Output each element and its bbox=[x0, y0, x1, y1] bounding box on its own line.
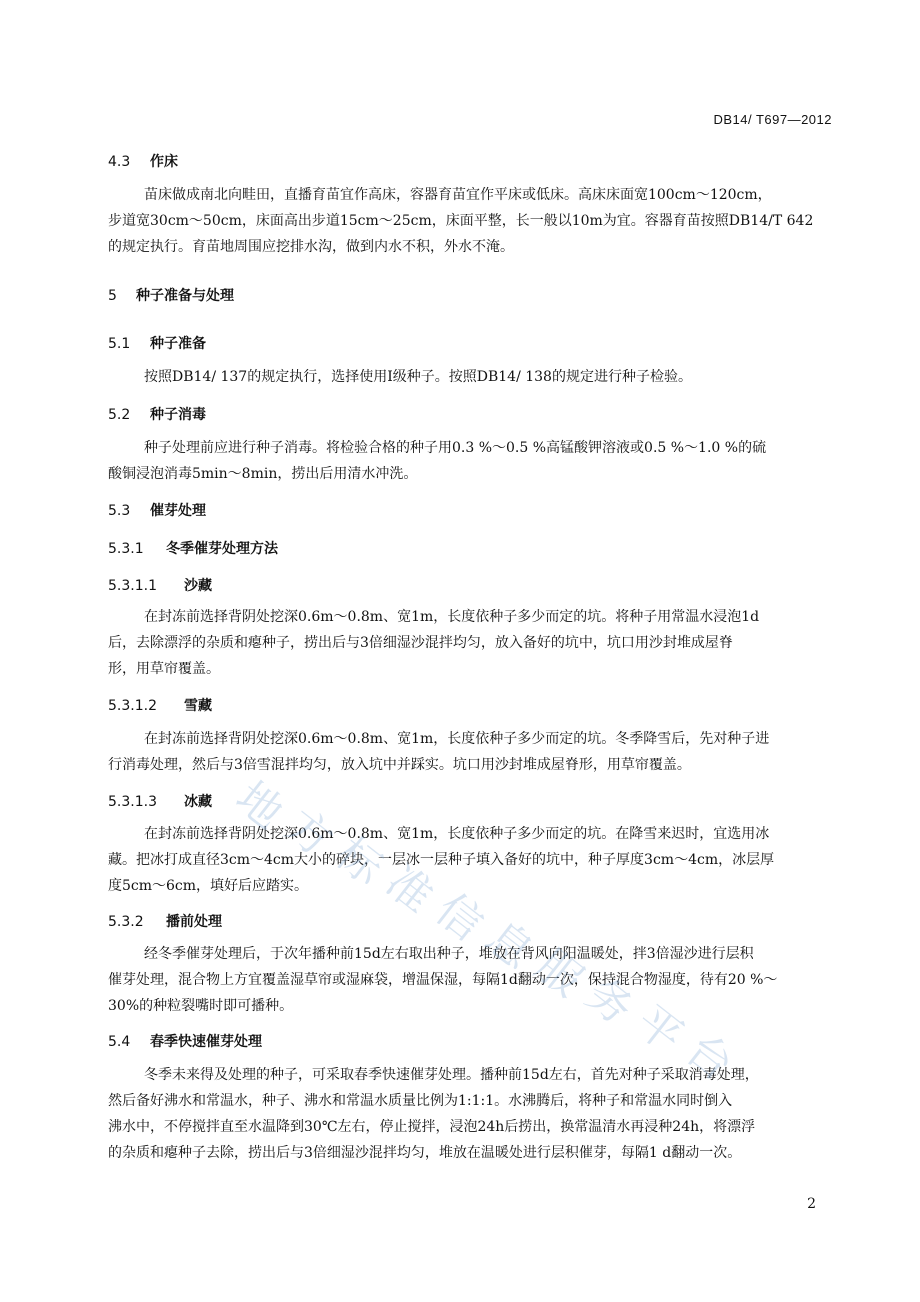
text-line: 在封冻前选择背阴处挖深0.6m～0.8m、宽1m，长度依种子多少而定的坑。将种子用常温水浸泡1d bbox=[144, 609, 760, 625]
text-line: 种子处理前应进行种子消毒。将检验合格的种子用0.3 %～0.5 %高锰酸钾溶液或0.5 %～1.0 %的硫 bbox=[144, 440, 767, 456]
paragraph-5-4 bbox=[108, 1062, 830, 1166]
text-line: 30%的种粒裂嘴时即可播种。 bbox=[108, 998, 294, 1014]
section-number: 5.3.2 bbox=[108, 914, 144, 930]
section-number: 5.4 bbox=[108, 1034, 131, 1050]
watermark-char: 务 bbox=[576, 967, 643, 1036]
text-line: 在封冻前选择背阴处挖深0.6m～0.8m、宽1m，长度依种子多少而定的坑。在降雪来迟时，宜选用冰 bbox=[144, 826, 770, 842]
watermark-char: 信 bbox=[426, 883, 493, 952]
watermark-char: 标 bbox=[326, 827, 393, 896]
section-number: 5 bbox=[108, 288, 117, 304]
text-line: 在封冻前选择背阴处挖深0.6m～0.8m、宽1m，长度依种子多少而定的坑。冬季降雪后，先对种子进 bbox=[144, 731, 770, 747]
section-heading-5-3-1-1 bbox=[108, 575, 212, 595]
watermark bbox=[226, 770, 760, 1092]
paragraph-5-1 bbox=[108, 364, 830, 390]
watermark-char: 地 bbox=[226, 771, 293, 840]
section-heading-5-1 bbox=[108, 333, 206, 353]
text-line: 度5cm～6cm，填好后应踏实。 bbox=[108, 878, 309, 894]
text-line: 的规定执行。育苗地周围应挖排水沟，做到内水不积，外水不淹。 bbox=[108, 239, 514, 255]
section-heading-5-4 bbox=[108, 1031, 262, 1051]
section-number: 5.3 bbox=[108, 503, 131, 519]
section-number: 5.3.1.3 bbox=[108, 794, 157, 810]
paragraph-5-2 bbox=[108, 435, 830, 487]
text-line: 经冬季催芽处理后，于次年播种前15d左右取出种子，堆放在背风向阳温暖处，拌3倍湿沙进行层积 bbox=[144, 946, 754, 962]
text-line: 然后备好沸水和常温水，种子、沸水和常温水质量比例为1:1:1。水沸腾后，将种子和常温水同时倒入 bbox=[108, 1093, 733, 1109]
paragraph-5-3-1-2 bbox=[108, 726, 830, 778]
page-number: 2 bbox=[807, 1196, 816, 1212]
section-title: 冬季催芽处理方法 bbox=[166, 541, 278, 557]
section-heading-4-3 bbox=[108, 151, 178, 171]
watermark-char: 方 bbox=[276, 799, 343, 868]
watermark-char: 服 bbox=[526, 939, 593, 1008]
text-line: 步道宽30cm～50cm，床面高出步道15cm～25cm，床面平整，长一般以10m为宜。容器育苗按照DB14/T 642 bbox=[108, 213, 814, 229]
section-title: 播前处理 bbox=[166, 914, 222, 930]
paragraph-5-3-1-3 bbox=[108, 821, 830, 899]
section-title: 冰藏 bbox=[184, 794, 212, 810]
text-line: 催芽处理，混合物上方宜覆盖湿草帘或湿麻袋，增温保湿，每隔1d翻动一次，保持混合物湿度，待有20 %～ bbox=[108, 972, 778, 988]
watermark-char: 准 bbox=[376, 855, 443, 924]
text-line: 行消毒处理，然后与3倍雪混拌均匀，放入坑中并踩实。坑口用沙封堆成屋脊形，用草帘覆盖。 bbox=[108, 757, 691, 773]
section-title: 种子消毒 bbox=[150, 407, 206, 423]
section-title: 沙藏 bbox=[184, 578, 212, 594]
section-number: 5.1 bbox=[108, 336, 131, 352]
section-title: 春季快速催芽处理 bbox=[150, 1034, 262, 1050]
text-line: 藏。把冰打成直径3cm～4cm大小的碎块，一层冰一层种子填入备好的坑中，种子厚度3cm～4cm，冰层厚 bbox=[108, 852, 775, 868]
text-line: 苗床做成南北向畦田，直播育苗宜作高床，容器育苗宜作平床或低床。高床床面宽100cm～120cm， bbox=[144, 187, 772, 203]
section-number: 4.3 bbox=[108, 154, 131, 170]
paragraph-4-3 bbox=[108, 182, 830, 260]
section-title: 种子准备与处理 bbox=[136, 288, 234, 304]
text-line: 酸铜浸泡消毒5min～8min，捞出后用清水冲洗。 bbox=[108, 466, 418, 482]
section-title: 种子准备 bbox=[150, 336, 206, 352]
watermark-char: 平 bbox=[626, 995, 693, 1064]
text-line: 的杂质和瘪种子去除，捞出后与3倍细湿沙混拌均匀，堆放在温暖处进行层积催芽，每隔1 d翻动一次。 bbox=[108, 1145, 742, 1161]
text-line: 后，去除漂浮的杂质和瘪种子，捞出后与3倍细湿沙混拌均匀，放入备好的坑中，坑口用沙封堆成屋脊 bbox=[108, 635, 733, 651]
section-number: 5.3.1 bbox=[108, 541, 144, 557]
section-heading-5-2 bbox=[108, 404, 206, 424]
section-heading-5-3-1 bbox=[108, 538, 278, 558]
section-heading-5-3-1-2 bbox=[108, 695, 212, 715]
section-heading-5-3-2 bbox=[108, 911, 222, 931]
section-number: 5.3.1.1 bbox=[108, 578, 157, 594]
section-number: 5.2 bbox=[108, 407, 131, 423]
section-title: 雪藏 bbox=[184, 698, 212, 714]
section-number: 5.3.1.2 bbox=[108, 698, 157, 714]
paragraph-5-3-2 bbox=[108, 941, 830, 1019]
text-line: 冬季未来得及处理的种子，可采取春季快速催芽处理。播种前15d左右，首先对种子采取消毒处理， bbox=[144, 1067, 759, 1083]
paragraph-5-3-1-1 bbox=[108, 604, 830, 682]
section-heading-5 bbox=[108, 285, 234, 305]
text-line: 形，用草帘覆盖。 bbox=[108, 661, 220, 677]
text-line: 沸水中，不停搅拌直至水温降到30℃左右，停止搅拌，浸泡24h后捞出，换常温清水再浸种24h，将漂浮 bbox=[108, 1119, 756, 1135]
text-line: 按照DB14/ 137的规定执行，选择使用I级种子。按照DB14/ 138的规定进行种子检验。 bbox=[144, 369, 692, 385]
section-title: 作床 bbox=[150, 154, 178, 170]
standard-code: DB14/ T697—2012 bbox=[713, 112, 832, 127]
section-heading-5-3 bbox=[108, 500, 206, 520]
section-heading-5-3-1-3 bbox=[108, 791, 212, 811]
watermark-char: 台 bbox=[676, 1023, 743, 1092]
section-title: 催芽处理 bbox=[150, 503, 206, 519]
watermark-char: 息 bbox=[476, 911, 543, 980]
